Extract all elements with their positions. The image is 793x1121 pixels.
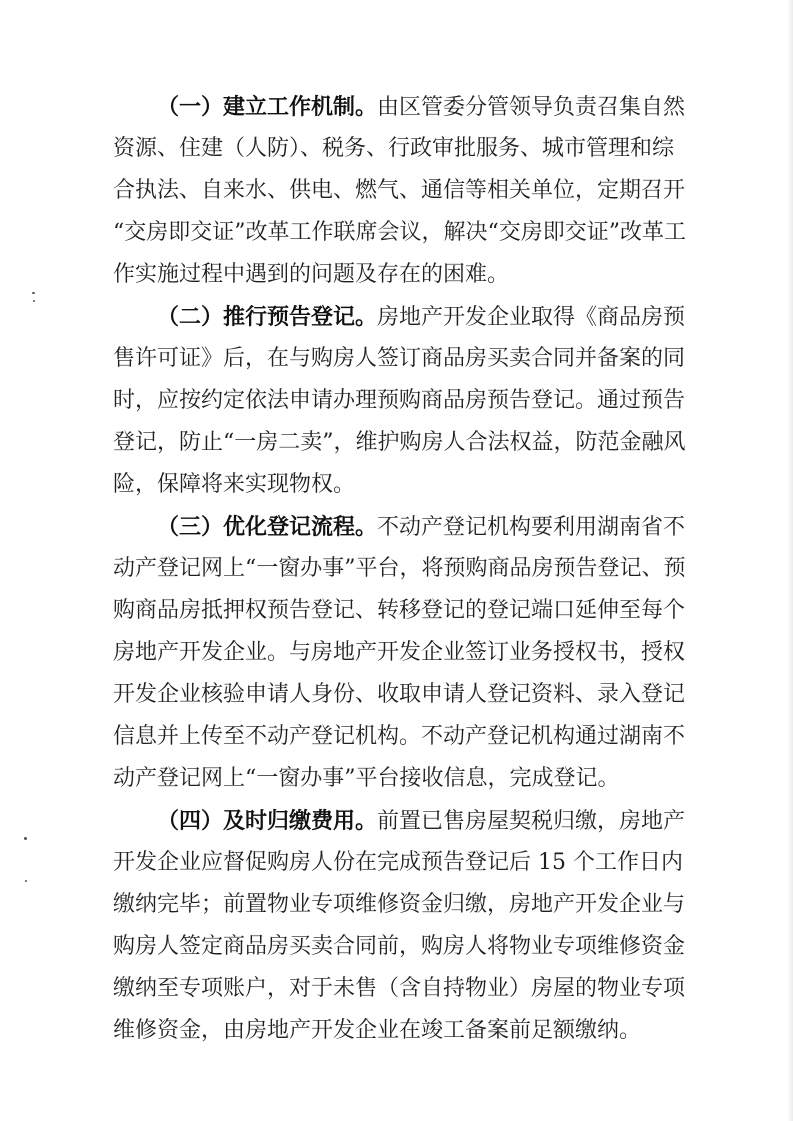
paragraph-text: 不动产登记机构要利用湖南省不 bbox=[377, 515, 686, 540]
scan-edge-shadow bbox=[787, 0, 793, 1121]
paragraph-text: 由区管委分管领导负责召集自然 bbox=[377, 95, 686, 120]
paragraph-line: 开发企业应督促购房人份在完成预告登记后 15 个工作日内 bbox=[113, 850, 683, 875]
section-heading: （二）推行预告登记。 bbox=[157, 304, 378, 330]
paragraph-line: “交房即交证”改革工作联席会议，解决“交房即交证”改革工 bbox=[113, 220, 686, 245]
section-heading: （四）及时归缴费用。 bbox=[157, 808, 378, 834]
scan-speck bbox=[32, 292, 35, 294]
scan-speck bbox=[24, 837, 27, 840]
paragraph-line: 维修资金，由房地产开发企业在竣工备案前足额缴纳。 bbox=[113, 1018, 642, 1043]
paragraph-line: 购房人签定商品房买卖合同前，购房人将物业专项维修资金 bbox=[113, 934, 686, 959]
paragraph-line: 合执法、自来水、供电、燃气、通信等相关单位，定期召开 bbox=[113, 178, 686, 203]
paragraph-line: 缴纳完毕；前置物业专项维修资金归缴，房地产开发企业与 bbox=[113, 892, 686, 917]
section-heading: （一）建立工作机制。 bbox=[157, 94, 378, 120]
paragraph-line: 动产登记网上“一窗办事”平台，将预购商品房预告登记、预 bbox=[113, 556, 686, 581]
paragraph-line: 资源、住建（人防）、税务、行政审批服务、城市管理和综 bbox=[113, 136, 675, 161]
paragraph-line: 作实施过程中遇到的问题及存在的困难。 bbox=[113, 262, 510, 287]
paragraph-line: 动产登记网上“一窗办事”平台接收信息，完成登记。 bbox=[113, 766, 620, 791]
paragraph-line: 时，应按约定依法申请办理预购商品房预告登记。通过预告 bbox=[113, 388, 686, 413]
paragraph-text: 前置已售房屋契税归缴，房地产 bbox=[377, 809, 686, 834]
paragraph-line: 购商品房抵押权预告登记、转移登记的登记端口延伸至每个 bbox=[113, 598, 686, 623]
paragraph-first-line bbox=[157, 92, 685, 122]
paragraph-text: 房地产开发企业取得《商品房预 bbox=[377, 305, 686, 330]
paragraph-first-line bbox=[157, 806, 685, 836]
paragraph-first-line bbox=[157, 302, 685, 332]
paragraph-line: 售许可证》后，在与购房人签订商品房买卖合同并备案的同 bbox=[113, 346, 686, 371]
scan-speck bbox=[33, 300, 35, 302]
paragraph-line: 登记，防止“一房二卖”，维护购房人合法权益，防范金融风 bbox=[113, 430, 686, 455]
paragraph-line: 信息并上传至不动产登记机构。不动产登记机构通过湖南不 bbox=[113, 724, 686, 749]
paragraph-line: 险，保障将来实现物权。 bbox=[113, 472, 356, 497]
section-heading: （三）优化登记流程。 bbox=[157, 514, 378, 540]
paragraph-line: 开发企业核验申请人身份、收取申请人登记资料、录入登记 bbox=[113, 682, 686, 707]
paragraph-line: 缴纳至专项账户，对于未售（含自持物业）房屋的物业专项 bbox=[113, 976, 686, 1001]
paragraph-line: 房地产开发企业。与房地产开发企业签订业务授权书，授权 bbox=[113, 640, 686, 665]
paragraph-first-line bbox=[157, 512, 685, 542]
scan-speck bbox=[25, 880, 27, 882]
